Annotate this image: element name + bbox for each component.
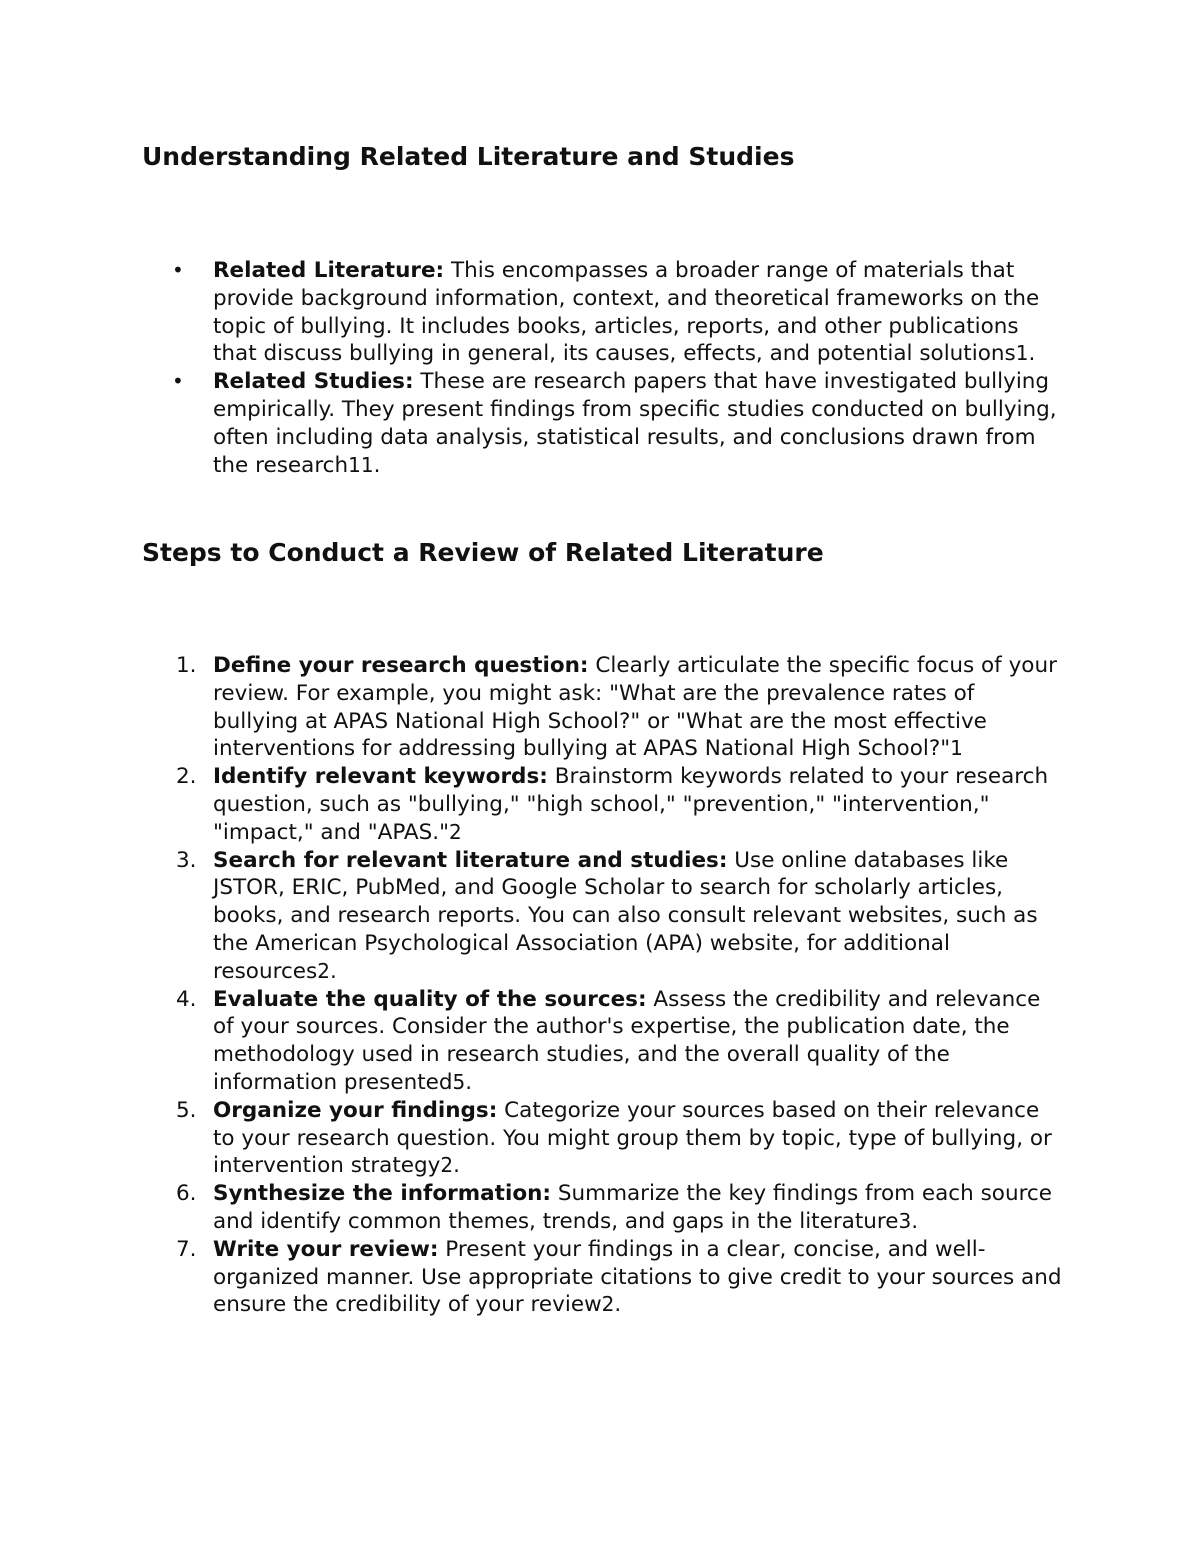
step-text: Present your findings in a clear, concise, and well-organized manner. Use appropriate citations to give credit to your sources and ensure the credibility of your review bbox=[213, 1236, 1062, 1318]
step-item-6 bbox=[0, 1180, 1063, 1236]
step-title: Organize your findings: bbox=[213, 1097, 498, 1123]
item-text: These are research papers that have investigated bullying empirically. They present findings from specific studies conducted on bullying, often including data analysis, statistical results, and conclusions drawn from the research bbox=[213, 369, 1057, 478]
step-item-4 bbox=[0, 986, 1063, 1097]
step-number: 3. bbox=[176, 847, 197, 873]
step-title: Identify relevant keywords: bbox=[213, 764, 548, 790]
citation-ref: 11 bbox=[348, 452, 374, 477]
step-number: 5. bbox=[176, 1097, 197, 1123]
step-title: Search for relevant literature and studies: bbox=[213, 847, 728, 873]
citation-ref: 5 bbox=[452, 1069, 466, 1094]
section-heading-review-steps: Steps to Conduct a Review of Related Literature bbox=[142, 538, 824, 567]
citation-ref: 2 bbox=[449, 819, 462, 844]
step-title: Evaluate the quality of the sources: bbox=[213, 986, 647, 1012]
item-end: . bbox=[1028, 341, 1036, 367]
step-title: Write your review: bbox=[213, 1236, 439, 1262]
step-number: 1. bbox=[176, 653, 197, 678]
step-text: Assess the credibility and relevance of your sources. Consider the author's expertise, the publication date, the methodology used in research studies, and the overall quality of the information presented bbox=[213, 986, 1041, 1095]
citation-ref: 2 bbox=[317, 958, 330, 983]
step-text: Categorize your sources based on their relevance to your research question. You might group them by topic, type of bullying, or intervention strategy bbox=[213, 1097, 1052, 1179]
step-end: . bbox=[453, 1153, 460, 1179]
step-number: 6. bbox=[176, 1181, 197, 1207]
step-item-7 bbox=[0, 1236, 1063, 1319]
citation-ref: 1 bbox=[1015, 341, 1029, 366]
step-title: Synthesize the information: bbox=[213, 1181, 552, 1207]
citation-ref: 2 bbox=[601, 1292, 615, 1317]
bullet-marker: • bbox=[172, 258, 184, 282]
bullet-marker: • bbox=[172, 369, 184, 394]
review-steps-list bbox=[0, 652, 1200, 1319]
step-end: . bbox=[614, 1292, 622, 1318]
section-heading-related-literature: Understanding Related Literature and Studies bbox=[142, 142, 795, 171]
citation-ref: 3 bbox=[898, 1208, 912, 1233]
step-end: . bbox=[911, 1208, 919, 1234]
step-text: Summarize the key findings from each source and identify common themes, trends, and gaps in the literature bbox=[213, 1181, 1052, 1234]
step-item-5 bbox=[0, 1097, 1063, 1180]
item-end: . bbox=[373, 452, 381, 478]
step-title: Define your research question: bbox=[213, 653, 589, 678]
step-text: Clearly articulate the specific focus of your review. For example, you might ask: "What are the prevalence rates of bullying at APAS National High School?" or "What are the most effective interventions for addressing bullying at APAS National High School?" bbox=[213, 653, 1057, 762]
term-label: Related Studies: bbox=[213, 369, 414, 395]
step-end: . bbox=[329, 958, 337, 984]
related-definitions-list bbox=[0, 257, 1200, 479]
list-item-related-studies bbox=[0, 368, 1063, 479]
step-number: 4. bbox=[176, 986, 197, 1012]
step-item-2 bbox=[0, 763, 1063, 846]
term-label: Related Literature: bbox=[213, 258, 445, 283]
step-number: 7. bbox=[176, 1236, 197, 1262]
step-number: 2. bbox=[176, 764, 197, 790]
step-item-3 bbox=[0, 847, 1063, 986]
citation-ref: 1 bbox=[950, 736, 963, 761]
item-text: This encompasses a broader range of materials that provide background information, context, and theoretical frameworks on the topic of bullying. It includes books, articles, reports, and other publications that discuss bullying in general, its causes, effects, and potential solutions bbox=[213, 258, 1040, 367]
citation-ref: 2 bbox=[440, 1153, 454, 1178]
step-text: Use online databases like JSTOR, ERIC, PubMed, and Google Scholar to search for scholarly articles, books, and research reports. You can also consult relevant websites, such as the American Psychological Association (APA) website, for additional resources bbox=[213, 847, 1038, 984]
step-text: Brainstorm keywords related to your research question, such as "bullying," "high school," "prevention," "intervention," "impact," and "APAS." bbox=[213, 764, 1049, 845]
list-item-related-literature bbox=[0, 257, 1063, 368]
step-item-1 bbox=[0, 652, 1063, 763]
step-end: . bbox=[465, 1069, 473, 1095]
